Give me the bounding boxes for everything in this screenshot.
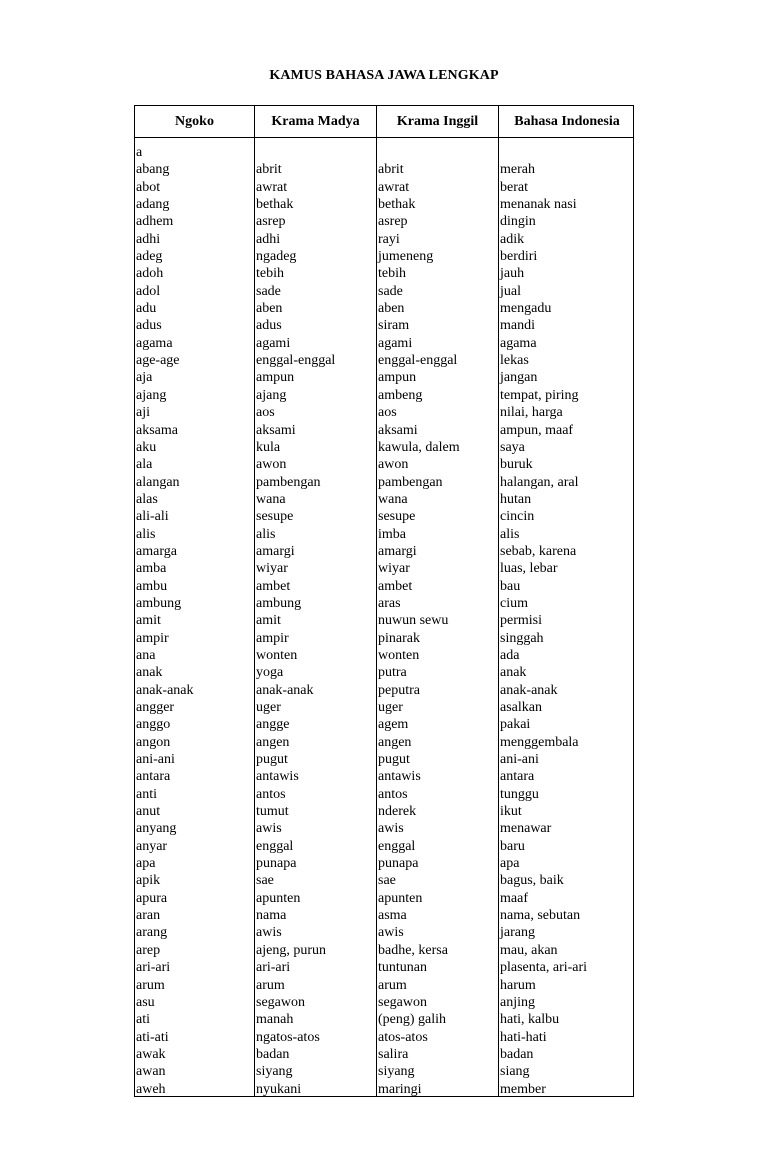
krama-inggil-cell: ambet (378, 578, 413, 594)
bahasa-indonesia-cell: anak (500, 665, 527, 681)
krama-madya-cell: punapa (256, 856, 297, 872)
ngoko-cell: ati (136, 1012, 150, 1028)
bahasa-indonesia-cell: alis (500, 526, 520, 542)
ngoko-cell: angon (136, 734, 171, 750)
ngoko-cell: alas (136, 491, 158, 507)
krama-inggil-cell: peputra (378, 682, 420, 698)
bahasa-indonesia-cell: agama (500, 335, 537, 351)
ngoko-cell: apik (136, 873, 161, 889)
bahasa-indonesia-cell: adik (500, 231, 525, 247)
table-row (135, 526, 635, 543)
bahasa-indonesia-cell: member (500, 1081, 546, 1097)
krama-madya-cell: arum (256, 977, 285, 993)
ngoko-cell: aja (136, 370, 153, 386)
ngoko-cell: adhi (136, 231, 161, 247)
bahasa-indonesia-cell: mengadu (500, 301, 552, 317)
krama-madya-cell: sae (256, 873, 274, 889)
ngoko-cell: adoh (136, 266, 164, 282)
ngoko-cell: antara (136, 769, 171, 785)
ngoko-cell: arang (136, 925, 168, 941)
krama-madya-cell: awis (256, 821, 282, 837)
krama-madya-cell: sesupe (256, 509, 294, 525)
ngoko-cell: ala (136, 457, 153, 473)
document-title: KAMUS BAHASA JAWA LENGKAP (269, 68, 499, 83)
krama-madya-cell: aksami (256, 422, 296, 438)
ngoko-cell: aku (136, 439, 157, 455)
ngoko-cell: anyang (136, 821, 177, 837)
bahasa-indonesia-cell: ada (500, 647, 520, 663)
table-row (135, 491, 635, 508)
ngoko-cell: amba (136, 561, 167, 577)
ngoko-cell: a (136, 145, 143, 160)
table-row (135, 474, 635, 491)
krama-inggil-cell: pugut (378, 752, 410, 768)
krama-madya-cell: pugut (256, 752, 288, 768)
bahasa-indonesia-cell: lekas (500, 353, 529, 369)
krama-madya-cell: ambet (256, 578, 291, 594)
krama-inggil-cell: rayi (378, 231, 400, 247)
ngoko-cell: apa (136, 856, 156, 872)
bahasa-indonesia-cell: dingin (500, 214, 536, 230)
krama-inggil-cell: putra (378, 665, 407, 681)
table-row (135, 855, 635, 872)
table-row (135, 838, 635, 855)
ngoko-cell: ambu (136, 578, 168, 594)
krama-madya-cell: uger (256, 700, 281, 715)
krama-madya-cell: sade (256, 283, 281, 299)
bahasa-indonesia-cell: hutan (500, 491, 532, 507)
bahasa-indonesia-cell: sebab, karena (500, 543, 577, 559)
krama-madya-cell: abrit (256, 162, 282, 178)
table-row (135, 144, 635, 161)
table-row (135, 734, 635, 751)
krama-madya-cell: wonten (256, 647, 298, 663)
krama-inggil-cell: angen (378, 734, 412, 750)
bahasa-indonesia-cell: maaf (500, 890, 528, 906)
ngoko-cell: aran (136, 908, 161, 924)
ngoko-cell: alangan (136, 474, 180, 490)
krama-inggil-cell: asrep (378, 214, 408, 230)
bahasa-indonesia-cell: buruk (500, 457, 533, 473)
krama-madya-cell: amit (256, 613, 281, 629)
krama-inggil-cell: wonten (378, 647, 420, 663)
krama-inggil-cell: nderek (378, 804, 417, 820)
krama-madya-cell: tebih (256, 266, 284, 282)
table-row (135, 630, 635, 647)
table-row (135, 682, 635, 699)
bahasa-indonesia-cell: ampun, maaf (500, 422, 574, 438)
ngoko-cell: amit (136, 613, 161, 629)
ngoko-cell: adus (136, 318, 162, 334)
bahasa-indonesia-cell: berat (500, 179, 528, 195)
ngoko-cell: anti (136, 786, 157, 802)
ngoko-cell: apura (136, 890, 168, 906)
table-row (135, 959, 635, 976)
bahasa-indonesia-cell: antara (500, 769, 535, 785)
bahasa-indonesia-cell: plasenta, ari-ari (500, 960, 588, 976)
ngoko-cell: aji (136, 405, 150, 421)
bahasa-indonesia-cell: bagus, baik (500, 873, 564, 889)
ngoko-cell: ana (136, 647, 156, 663)
table-row (135, 179, 635, 196)
krama-inggil-cell: sae (378, 873, 396, 889)
table-row (135, 977, 635, 994)
table-row (135, 612, 635, 629)
table-row (135, 820, 635, 837)
krama-inggil-cell: agem (378, 717, 409, 733)
bahasa-indonesia-cell: jangan (500, 370, 538, 386)
table-row (135, 803, 635, 820)
table-row (135, 890, 635, 907)
bahasa-indonesia-cell: jauh (500, 266, 525, 282)
krama-inggil-cell: ampun (378, 370, 417, 386)
bahasa-indonesia-cell: hati-hati (500, 1029, 547, 1045)
table-row (135, 560, 635, 577)
bahasa-indonesia-cell: anjing (500, 994, 535, 1010)
ngoko-cell: adang (136, 197, 170, 213)
krama-madya-cell: tumut (256, 804, 289, 820)
bahasa-indonesia-cell: mau, akan (500, 942, 558, 958)
table-row (135, 664, 635, 681)
krama-madya-cell: antos (256, 786, 286, 802)
ngoko-cell: anak (136, 665, 163, 681)
bahasa-indonesia-cell: luas, lebar (500, 561, 558, 577)
krama-inggil-cell: pambengan (378, 474, 443, 490)
ngoko-cell: adol (136, 283, 161, 299)
bahasa-indonesia-cell: nilai, harga (500, 405, 563, 421)
krama-inggil-cell: aos (378, 405, 397, 421)
table-row (135, 161, 635, 178)
table-row (135, 1046, 635, 1063)
bahasa-indonesia-cell: pakai (500, 717, 531, 733)
krama-inggil-cell: uger (378, 700, 403, 715)
krama-madya-cell: adhi (256, 231, 281, 247)
krama-inggil-cell: awis (378, 821, 404, 837)
krama-madya-cell: bethak (256, 197, 294, 213)
krama-madya-cell: segawon (256, 994, 305, 1010)
table-row (135, 578, 635, 595)
krama-inggil-cell: aras (378, 595, 401, 611)
krama-inggil-cell: arum (378, 977, 407, 993)
ngoko-cell: ati-ati (136, 1029, 169, 1045)
bahasa-indonesia-cell: berdiri (500, 249, 538, 265)
krama-madya-cell: angge (256, 717, 290, 733)
ngoko-cell: alis (136, 526, 156, 542)
krama-madya-cell: adus (256, 318, 282, 334)
table-row (135, 335, 635, 352)
bahasa-indonesia-cell: harum (500, 977, 536, 993)
krama-madya-cell: aos (256, 405, 275, 421)
ngoko-cell: aweh (136, 1081, 166, 1097)
bahasa-indonesia-cell: cium (500, 595, 528, 611)
ngoko-cell: ari-ari (136, 960, 171, 976)
bahasa-indonesia-cell: siang (500, 1064, 530, 1080)
krama-inggil-cell: imba (378, 526, 406, 542)
ngoko-cell: ambung (136, 595, 182, 611)
table-row (135, 231, 635, 248)
table-row (135, 369, 635, 386)
table-row (135, 751, 635, 768)
krama-madya-cell: agami (256, 335, 291, 351)
ngoko-cell: awak (136, 1046, 166, 1062)
ngoko-cell: adu (136, 301, 157, 317)
table-row (135, 543, 635, 560)
bahasa-indonesia-cell: anak-anak (500, 682, 558, 698)
ngoko-cell: ampir (136, 630, 169, 646)
ngoko-cell: arum (136, 977, 165, 993)
krama-inggil-cell: maringi (378, 1081, 422, 1097)
table-row (135, 924, 635, 941)
krama-madya-cell: apunten (256, 890, 301, 906)
header-ngoko: Ngoko (175, 114, 214, 129)
table-row (135, 213, 635, 230)
krama-madya-cell: aben (256, 301, 283, 317)
ngoko-cell: aksama (136, 422, 178, 438)
krama-inggil-cell: enggal-enggal (378, 353, 458, 369)
table-row (135, 352, 635, 369)
krama-inggil-cell: sesupe (378, 509, 416, 525)
table-row (135, 699, 635, 716)
ngoko-cell: abot (136, 179, 161, 195)
krama-madya-cell: anak-anak (256, 682, 314, 698)
krama-inggil-cell: siram (378, 318, 410, 334)
krama-madya-cell: antawis (256, 769, 299, 785)
krama-madya-cell: enggal (256, 838, 294, 854)
table-row (135, 456, 635, 473)
krama-inggil-cell: pinarak (378, 630, 420, 646)
krama-inggil-cell: salira (378, 1046, 409, 1062)
bahasa-indonesia-cell: nama, sebutan (500, 908, 581, 924)
bahasa-indonesia-cell: merah (500, 162, 535, 178)
bahasa-indonesia-cell: apa (500, 856, 520, 872)
krama-madya-cell: nyukani (256, 1081, 302, 1097)
table-row (135, 942, 635, 959)
ngoko-cell: anggo (136, 717, 171, 733)
bahasa-indonesia-cell: halangan, aral (500, 474, 579, 490)
krama-inggil-cell: bethak (378, 197, 416, 213)
bahasa-indonesia-cell: permisi (500, 613, 542, 629)
ngoko-cell: ali-ali (136, 509, 169, 525)
krama-madya-cell: manah (256, 1012, 294, 1028)
krama-madya-cell: wiyar (256, 561, 288, 577)
bahasa-indonesia-cell: mandi (500, 318, 535, 334)
table-row (135, 872, 635, 889)
table-row (135, 508, 635, 525)
krama-madya-cell: siyang (256, 1064, 293, 1080)
bahasa-indonesia-cell: menggembala (500, 734, 579, 750)
krama-madya-cell: enggal-enggal (256, 353, 336, 369)
ngoko-cell: asu (136, 994, 155, 1010)
table-row (135, 994, 635, 1011)
ngoko-cell: ajang (136, 387, 167, 403)
krama-madya-cell: alis (256, 526, 276, 542)
krama-inggil-cell: antawis (378, 769, 421, 785)
bahasa-indonesia-cell: ani-ani (500, 752, 539, 768)
krama-madya-cell: ngadeg (256, 249, 297, 265)
krama-inggil-cell: apunten (378, 890, 423, 906)
header-krama-madya: Krama Madya (271, 114, 360, 129)
bahasa-indonesia-cell: baru (500, 838, 525, 854)
bahasa-indonesia-cell: bau (500, 578, 521, 594)
krama-inggil-cell: enggal (378, 838, 416, 854)
krama-madya-cell: ngatos-atos (256, 1029, 320, 1045)
krama-inggil-cell: antos (378, 786, 408, 802)
krama-madya-cell: wana (256, 491, 286, 507)
krama-inggil-cell: tuntunan (378, 960, 427, 976)
krama-madya-cell: badan (256, 1046, 290, 1062)
krama-madya-cell: awis (256, 925, 282, 941)
table-row (135, 1063, 635, 1080)
ngoko-cell: awan (136, 1064, 166, 1080)
krama-madya-cell: ajang (256, 387, 287, 403)
krama-madya-cell: yoga (256, 665, 284, 681)
table-row (135, 595, 635, 612)
krama-inggil-cell: awis (378, 925, 404, 941)
krama-inggil-cell: amargi (378, 543, 417, 559)
krama-inggil-cell: nuwun sewu (378, 613, 449, 629)
krama-madya-cell: awrat (256, 179, 288, 195)
krama-inggil-cell: agami (378, 335, 413, 351)
krama-madya-cell: ampun (256, 370, 295, 386)
krama-inggil-cell: aben (378, 301, 405, 317)
dictionary-table (134, 105, 634, 1097)
krama-inggil-cell: atos-atos (378, 1029, 428, 1045)
header-divider (135, 137, 633, 138)
table-row (135, 1029, 635, 1046)
table-body (135, 144, 635, 1098)
header-bahasa-indonesia: Bahasa Indonesia (514, 114, 620, 129)
krama-inggil-cell: segawon (378, 994, 427, 1010)
bahasa-indonesia-cell: hati, kalbu (500, 1012, 560, 1028)
ngoko-cell: angger (136, 700, 175, 715)
krama-inggil-cell: tebih (378, 266, 406, 282)
table-row (135, 1081, 635, 1098)
ngoko-cell: age-age (136, 353, 180, 369)
krama-inggil-cell: siyang (378, 1064, 415, 1080)
ngoko-cell: amarga (136, 543, 177, 559)
krama-inggil-cell: (peng) galih (378, 1012, 447, 1028)
ngoko-cell: adeg (136, 249, 163, 265)
bahasa-indonesia-cell: saya (500, 439, 525, 455)
table-row (135, 317, 635, 334)
table-row (135, 422, 635, 439)
krama-inggil-cell: awon (378, 457, 409, 473)
table-row (135, 283, 635, 300)
krama-madya-cell: amargi (256, 543, 295, 559)
krama-inggil-cell: asma (378, 908, 407, 924)
krama-inggil-cell: jumeneng (378, 249, 434, 265)
bahasa-indonesia-cell: singgah (500, 630, 544, 646)
table-row (135, 786, 635, 803)
krama-inggil-cell: aksami (378, 422, 418, 438)
krama-inggil-cell: punapa (378, 856, 419, 872)
krama-inggil-cell: kawula, dalem (378, 439, 460, 455)
krama-madya-cell: ampir (256, 630, 289, 646)
ngoko-cell: anyar (136, 838, 168, 854)
krama-inggil-cell: wiyar (378, 561, 410, 577)
bahasa-indonesia-cell: ikut (500, 804, 522, 820)
bahasa-indonesia-cell: asalkan (500, 700, 542, 715)
krama-madya-cell: ari-ari (256, 960, 291, 976)
table-row (135, 196, 635, 213)
bahasa-indonesia-cell: tunggu (500, 786, 539, 802)
krama-madya-cell: angen (256, 734, 290, 750)
ngoko-cell: abang (136, 162, 170, 178)
krama-madya-cell: kula (256, 439, 281, 455)
table-row (135, 716, 635, 733)
ngoko-cell: anak-anak (136, 682, 194, 698)
ngoko-cell: ani-ani (136, 752, 175, 768)
ngoko-cell: adhem (136, 214, 174, 230)
krama-madya-cell: awon (256, 457, 287, 473)
krama-inggil-cell: sade (378, 283, 403, 299)
header-krama-inggil: Krama Inggil (396, 114, 479, 129)
table-row (135, 300, 635, 317)
bahasa-indonesia-cell: jarang (500, 925, 535, 941)
krama-madya-cell: ambung (256, 595, 302, 611)
table-row (135, 907, 635, 924)
krama-madya-cell: pambengan (256, 474, 321, 490)
bahasa-indonesia-cell: badan (500, 1046, 534, 1062)
bahasa-indonesia-cell: jual (500, 283, 521, 299)
table-row (135, 248, 635, 265)
table-row (135, 439, 635, 456)
krama-inggil-cell: wana (378, 491, 408, 507)
table-row (135, 1011, 635, 1028)
ngoko-cell: agama (136, 335, 173, 351)
table-row (135, 404, 635, 421)
krama-madya-cell: ajeng, purun (256, 942, 326, 958)
krama-inggil-cell: abrit (378, 162, 404, 178)
bahasa-indonesia-cell: cincin (500, 509, 535, 525)
table-row (135, 647, 635, 664)
krama-madya-cell: asrep (256, 214, 286, 230)
bahasa-indonesia-cell: tempat, piring (500, 387, 579, 403)
krama-inggil-cell: badhe, kersa (378, 942, 448, 958)
ngoko-cell: anut (136, 804, 161, 820)
krama-inggil-cell: awrat (378, 179, 410, 195)
table-row (135, 265, 635, 282)
table-row (135, 768, 635, 785)
table-row (135, 387, 635, 404)
krama-inggil-cell: ambeng (378, 387, 423, 403)
ngoko-cell: arep (136, 942, 161, 958)
bahasa-indonesia-cell: menawar (500, 821, 552, 837)
krama-madya-cell: nama (256, 908, 287, 924)
bahasa-indonesia-cell: menanak nasi (500, 197, 577, 213)
